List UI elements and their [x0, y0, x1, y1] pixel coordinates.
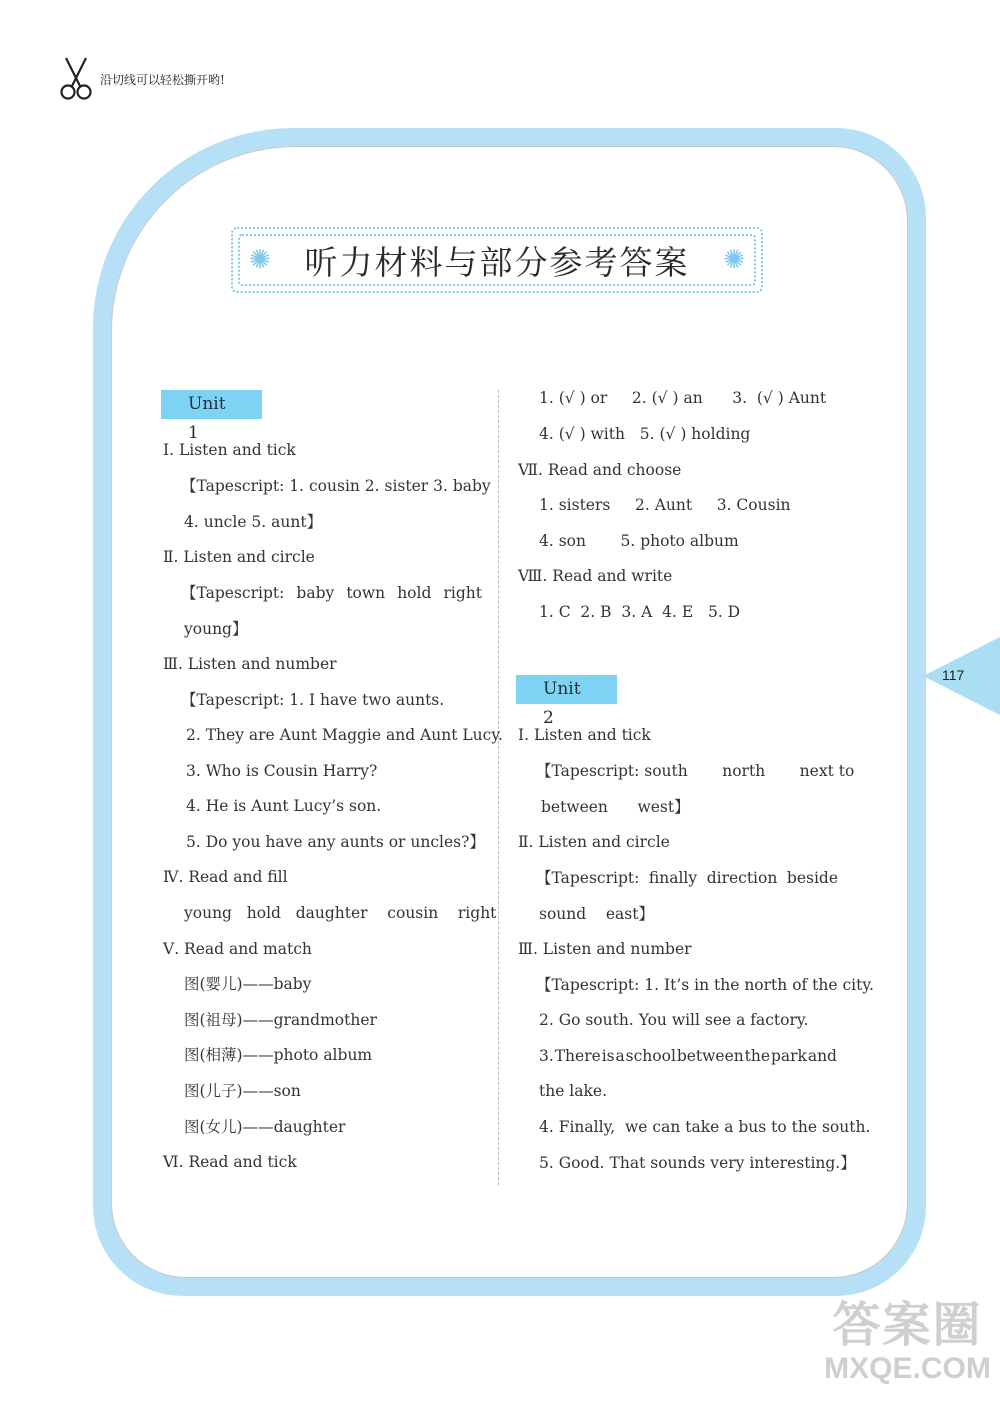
word: There — [554, 1047, 601, 1065]
word: is — [601, 1047, 615, 1065]
match-answer: 图(儿子)——son — [184, 1082, 301, 1100]
snowflake-icon: ✺ — [723, 245, 745, 275]
answer-line: 4. son 5. photo album — [539, 532, 739, 550]
word: 【Tapescript: — [181, 584, 285, 602]
answer-line: 1. (√ ) or 2. (√ ) an 3. (√ ) Aunt — [539, 389, 827, 407]
tapescript-line: 3. Who is Cousin Harry? — [186, 762, 378, 780]
tapescript-line: 【Tapescript: south north next to — [536, 762, 855, 780]
section-title: Ⅷ. Read and write — [518, 567, 673, 585]
tapescript-line: 5. Good. That sounds very interesting.】 — [539, 1154, 856, 1172]
tapescript-line: sound east】 — [539, 905, 654, 923]
word: finally — [648, 869, 698, 887]
watermark-line2: MXQE.COM — [824, 1352, 991, 1385]
tapescript-line — [536, 868, 838, 888]
tear-note-text: 沿切线可以轻松撕开哟! — [100, 72, 225, 87]
section-title: Ⅴ. Read and match — [163, 940, 312, 958]
unit-1-label: Unit 1 — [161, 390, 262, 419]
word: 3. — [539, 1047, 554, 1065]
word: the — [744, 1047, 771, 1065]
word: right — [443, 584, 482, 602]
match-answer: 图(相薄)——photo album — [184, 1046, 373, 1064]
answer-line: 1. C 2. B 3. A 4. E 5. D — [539, 603, 741, 621]
tapescript-line: between west】 — [541, 798, 690, 816]
section-title: Ⅳ. Read and fill — [163, 868, 288, 886]
word: between — [676, 1047, 744, 1065]
section-title: Ⅰ. Listen and tick — [163, 441, 296, 459]
section-title: Ⅶ. Read and choose — [518, 461, 682, 479]
section-title: Ⅰ. Listen and tick — [518, 726, 651, 744]
title-banner — [231, 227, 763, 293]
page-number: 117 — [942, 667, 965, 683]
scissors-icon — [58, 56, 94, 102]
tapescript-line: 4. He is Aunt Lucy’s son. — [186, 797, 382, 815]
section-title: Ⅲ. Listen and number — [163, 655, 337, 673]
tapescript-line — [181, 583, 482, 603]
tapescript-line: 【Tapescript: 1. cousin 2. sister 3. baby — [181, 477, 491, 495]
match-answer: 图(祖母)——grandmother — [184, 1011, 377, 1029]
tapescript-line: 2. Go south. You will see a factory. — [539, 1011, 809, 1029]
tapescript-line: 【Tapescript: 1. I have two aunts. — [181, 691, 445, 709]
tapescript-line: 5. Do you have any aunts or uncles?】 — [186, 833, 485, 851]
match-answer: 图(女儿)——daughter — [184, 1118, 346, 1136]
snowflake-icon: ✺ — [249, 245, 271, 275]
page-frame-inner — [111, 146, 908, 1278]
word: a — [615, 1047, 625, 1065]
tapescript-line: 【Tapescript: 1. It’s in the north of the city. — [536, 976, 874, 994]
section-title: Ⅲ. Listen and number — [518, 940, 692, 958]
tapescript-line: 4. uncle 5. aunt】 — [184, 513, 323, 531]
tapescript-line: the lake. — [539, 1082, 608, 1100]
word: town — [346, 584, 386, 602]
section-title: Ⅱ. Listen and circle — [163, 548, 315, 566]
word: park — [770, 1047, 807, 1065]
unit-2-label: Unit 2 — [516, 675, 617, 704]
word: school — [625, 1047, 676, 1065]
column-divider — [498, 390, 499, 1185]
answer-line: young hold daughter cousin right — [184, 904, 497, 922]
watermark-line1: 答案圈 — [832, 1299, 983, 1352]
word: and — [807, 1047, 837, 1065]
word: hold — [397, 584, 432, 602]
tapescript-line: 2. They are Aunt Maggie and Aunt Lucy. — [186, 726, 503, 744]
watermark — [820, 1300, 995, 1395]
answer-line: 1. sisters 2. Aunt 3. Cousin — [539, 496, 791, 514]
word: beside — [786, 869, 838, 887]
answer-line: 4. (√ ) with 5. (√ ) holding — [539, 425, 751, 443]
match-answer: 图(婴儿)——baby — [184, 975, 312, 993]
word: 【Tapescript: — [536, 869, 640, 887]
word: baby — [296, 584, 335, 602]
tapescript-line — [539, 1046, 837, 1066]
section-title: Ⅱ. Listen and circle — [518, 833, 670, 851]
word: direction — [706, 869, 778, 887]
tapescript-line: young】 — [184, 620, 248, 638]
tear-here-note — [58, 56, 225, 102]
section-title: Ⅵ. Read and tick — [163, 1153, 297, 1171]
page-title: 听力材料与部分参考答案 — [304, 242, 690, 282]
tapescript-line: 4. Finally, we can take a bus to the south. — [539, 1118, 871, 1136]
